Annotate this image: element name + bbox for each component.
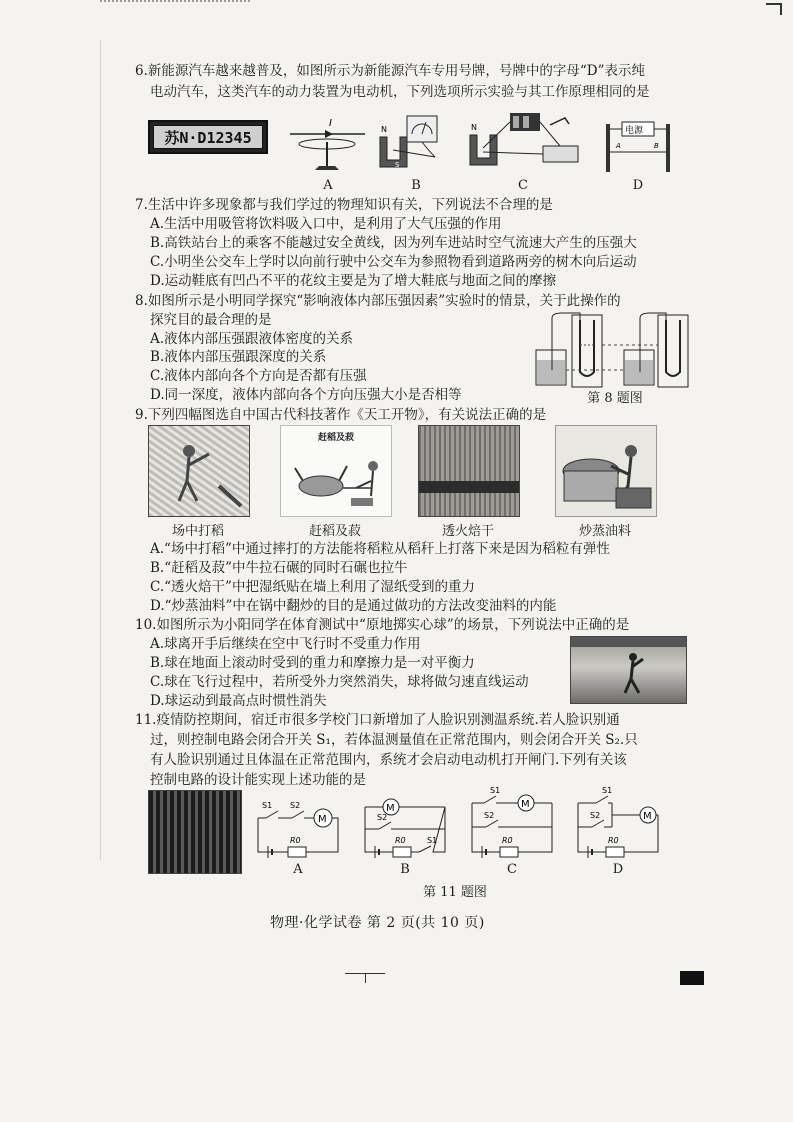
q9-stem: 9.下列四幅图选自中国古代科技著作《天工开物》，有关说法正确的是 [135,407,547,423]
q9-image-3-wall [419,481,519,493]
q11-label-a: A [293,862,303,877]
q11-circuit-a [248,800,348,860]
q6-line-1: 6.新能源汽车越来越普及，如图所示为新能源汽车专用号牌，号牌中的字母“D”表示纯 [135,63,646,79]
q9-caption-2: 赶稻及菽 [308,524,361,539]
q6-figure-d [598,118,683,178]
q9-option-c: C.“透火焙干”中把湿纸贴在墙上利用了湿纸受到的重力 [150,579,475,595]
q11-label-b: B [400,862,410,877]
q11-a-s1: S1 [262,801,273,810]
q11-c-r0: R0 [502,836,513,845]
q6-label-d: D [632,178,644,193]
svg-text:N: N [381,125,387,134]
q11-b-r0: R0 [395,836,406,845]
q9-option-a: A.“场中打稻”中通过摔打的方法能将稻粒从稻秆上打落下来是因为稻粒有弹性 [150,541,610,557]
q6-figure-c [465,110,585,178]
svg-text:A: A [616,142,621,150]
q6-label-c: C [518,178,528,193]
q8-stem-2: 探究目的最合理的是 [150,312,272,328]
q10-option-d: D.球运动到最高点时惯性消失 [150,693,327,709]
q8-option-d: D.同一深度，液体内部向各个方向压强大小是否相等 [150,387,462,403]
q11-b-motor: M [386,803,395,814]
q9-image-3 [418,425,520,517]
q10-stem: 10.如图所示为小阳同学在体育测试中“原地掷实心球”的场景，下列说法中正确的是 [135,617,630,633]
q10-option-c: C.球在飞行过程中，若所受外力突然消失，球将做匀速直线运动 [150,674,529,690]
license-plate-text: 苏N·D12345 [164,129,252,147]
q11-c-s2: S2 [484,811,495,820]
svg-text:B: B [654,142,659,150]
q11-a-s2: S2 [290,801,301,810]
scan-bottom-tick [365,973,366,983]
svg-text:S: S [395,161,400,169]
q8-figure [532,310,692,390]
q11-line-1: 11.疫情防控期间，宿迁市很多学校门口新增加了人脸识别测温系统.若人脸识别通 [135,712,620,728]
q8-stem-1: 8.如图所示是小明同学探究“影响液体内部压强因素”实验时的情景，关于此操作的 [135,293,621,309]
q9-image-1 [148,425,250,517]
q11-a-motor: M [318,814,327,825]
q10-photo [570,636,687,704]
q7-stem: 7.生活中许多现象都与我们学过的物理知识有关，下列说法不合理的是 [135,197,553,213]
q11-b-s2: S2 [377,813,388,822]
q6-figure-a [285,112,370,177]
q11-photo [148,790,242,874]
q9-image-2 [280,425,392,517]
q9-caption-4: 炒蒸油料 [578,524,631,539]
q11-d-r0: R0 [608,836,619,845]
q7-option-c: C.小明坐公交车上学时以向前行驶中公交车为参照物看到道路两旁的树木向后运动 [150,254,637,270]
q11-line-3: 有人脸识别通过且体温在正常范围内，系统才会启动电动机打开闸门.下列有关该 [150,752,627,768]
scan-black-tab [680,971,704,985]
q11-c-s1: S1 [490,786,501,795]
q11-label-d: D [612,862,624,877]
q9-option-b: B.“赶稻及菽”中牛拉石碾的同时石碾也拉牛 [150,560,408,576]
q7-option-a: A.生活中用吸管将饮料吸入口中，是利用了大气压强的作用 [150,216,502,232]
q11-circuit-c [462,785,562,860]
q11-d-s2: S2 [590,811,601,820]
q9-inset-title: 赶稻及菽 [317,433,354,443]
q11-label-c: C [507,862,517,877]
q7-option-d: D.运动鞋底有凹凸不平的花纹主要是为了增大鞋底与地面之间的摩擦 [150,273,557,289]
q11-line-2: 过，则控制电路会闭合开关 S₁，若体温测量值在正常范围内，则会闭合开关 S₂.只 [150,732,638,748]
page-footer: 物理·化学试卷 第 2 页(共 10 页) [270,915,485,931]
q9-image-4 [555,425,657,517]
scan-binding-edge [100,40,101,860]
q9-caption-1: 场中打稻 [171,524,224,539]
q11-d-motor: M [643,811,652,822]
q11-circuit-d [568,785,668,860]
q6-figure-b [375,112,455,177]
scan-speckle-top [100,0,250,6]
q11-caption: 第 11 题图 [423,885,487,900]
q9-option-d: D.“炒蒸油料”中在锅中翻炒的目的是通过做功的方法改变油料的内能 [150,598,557,614]
q11-d-s1: S1 [602,786,613,795]
q11-b-s1: S1 [427,836,438,845]
q11-circuit-b [355,795,455,860]
license-plate [148,120,268,154]
svg-text:N: N [471,123,477,132]
q10-option-a: A.球离开手后继续在空中飞行时不受重力作用 [150,636,421,652]
q11-line-4: 控制电路的设计能实现上述功能的是 [150,772,366,788]
q6-line-2: 电动汽车，这类汽车的动力装置为电动机，下列选项所示实验与其工作原理相同的是 [150,84,650,100]
q9-caption-3: 透火焙干 [441,524,494,539]
q6-current-label: I [329,118,332,129]
q8-option-a: A.液体内部压强跟液体密度的关系 [150,331,354,347]
q6-label-b: B [411,178,421,193]
q7-option-b: B.高铁站台上的乘客不能越过安全黄线，因为列车进站时空气流速大产生的压强大 [150,235,637,251]
q10-option-b: B.球在地面上滚动时受到的重力和摩擦力是一对平衡力 [150,655,475,671]
q8-option-c: C.液体内部向各个方向是否都有压强 [150,368,367,384]
scan-corner-mark [766,3,782,15]
q11-c-motor: M [521,799,530,810]
q11-a-r0: R0 [290,836,301,845]
q6-label-a: A [323,178,333,193]
q6-power-label: 电源 [625,126,644,136]
q8-caption: 第 8 题图 [587,391,643,406]
q8-option-b: B.液体内部压强跟深度的关系 [150,349,327,365]
